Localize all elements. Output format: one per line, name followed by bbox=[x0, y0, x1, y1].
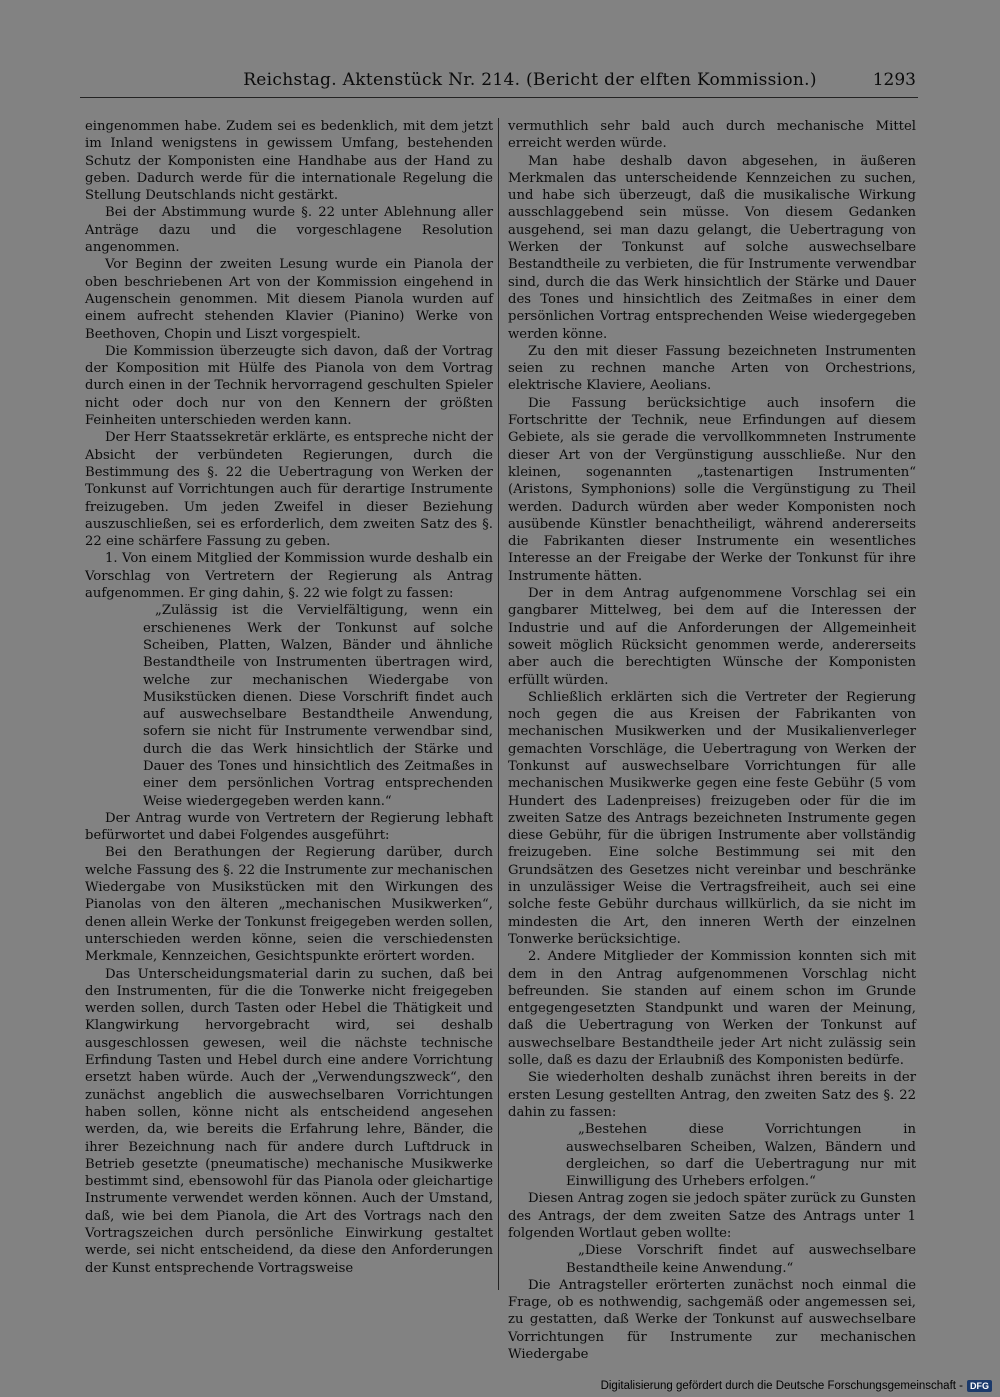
paragraph: Bei den Berathungen der Regierung darüber, durch welche Fassung des §. 22 die Instrumente zur mechanischen Wiedergabe von Musikstücken mit den Wirkungen des Pianolas von den älteren „mechanischen Musikwerken“, denen allein Werke der Tonkunst freigegeben werden sollen, unterschieden werden könne, seien die verschiedensten Merkmale, Kennzeichen, Gesichtspunkte erörtert worden. bbox=[85, 845, 493, 965]
column-divider bbox=[498, 118, 499, 1290]
footer bbox=[601, 1380, 992, 1392]
running-head: Reichstag. Aktenstück Nr. 214. (Bericht der elften Kommission.) bbox=[243, 70, 817, 90]
right-column bbox=[508, 118, 916, 1363]
paragraph: Die Fassung berücksichtige auch insofern die Fortschritte der Technik, neue Erfindungen auf diesem Gebiete, als sie gerade die vervollkommneten Instrumente dieser Art von der Vergünstigung ausschließe. Nur den kleinen, sogenannten „tastenartigen Instrumenten“ (Aristons, Symphonions) solle die Vergünstigung zu Theil werden. Dadurch würden aber weder Komponisten noch ausübende Künstler benachtheiligt, während andererseits die Fabrikanten dieser Instrumente ein wesentliches Interesse an der Freigabe der Werke der Tonkunst für ihre Instrumente hätten. bbox=[508, 395, 916, 584]
quoted-paragraph: „Diese Vorschrift findet auf auswechselbare Bestandtheile keine Anwendung.“ bbox=[566, 1243, 916, 1276]
paragraph: Zu den mit dieser Fassung bezeichneten Instrumenten seien zu rechnen manche Arten von Orchestrions, elektrische Klaviere, Aeolians. bbox=[508, 343, 916, 394]
page-number: 1293 bbox=[872, 70, 916, 90]
paragraph: Der Herr Staatssekretär erklärte, es entspreche nicht der Absicht der verbündeten Regierungen, durch die Bestimmung des §. 22 die Uebertragung von Werken der Tonkunst auf Vorrichtungen auch für derartige Instrumente freizugeben. Um jeden Zweifel in dieser Beziehung auszuschließen, sei es erforderlich, dem zweiten Satz des §. 22 eine schärfere Fassung zu geben. bbox=[85, 430, 493, 550]
paragraph: eingenommen habe. Zudem sei es bedenklich, mit dem jetzt im Inland wenigstens in gewissem Umfang, bestehenden Schutz der Komponisten eine Handhabe aus der Hand zu geben. Dadurch werde für die internationale Regelung die Stellung Deutschlands nicht gestärkt. bbox=[85, 119, 493, 204]
paragraph: Der Antrag wurde von Vertretern der Regierung lebhaft befürwortet und dabei Folgendes ausgeführt: bbox=[85, 810, 493, 844]
paragraph: Das Unterscheidungsmaterial darin zu suchen, daß bei den Instrumenten, für die die Tonwerke nicht freigegeben werden sollen, durch Tasten oder Hebel die Thätigkeit und Klangwirkung hervorgebracht wird, sei deshalb ausgeschlossen gewesen, weil die nächste technische Erfindung Tasten und Hebel durch eine andere Vorrichtung ersetzt haben würde. Auch der „Verwendungszweck“, den zunächst angeblich die auswechselbaren Vorrichtungen haben sollen, könne nicht als entscheidend angesehen werden, da, wie bereits die Erfahrung lehre, Bänder, die ihrer Bezeichnung nach für andere durch Luftdruck in Betrieb gesetzte (pneumatische) mechanische Musikwerke bestimmt sind, ebensowohl für das Pianola oder gleichartige Instrumente verwendet werden können. Auch der Umstand, daß, wie bei dem Pianola, die Art des Vortrags nach den Vortragszeichen durch persönliche Einwirkung gestaltet werde, sei nicht entscheidend, da diese den Anforderungen der Kunst entsprechende Vortragsweise bbox=[85, 966, 493, 1276]
paragraph: Schließlich erklärten sich die Vertreter der Regierung noch gegen die aus Kreisen der Fabrikanten von mechanischen Musikwerken und der Musikalienverleger gemachten Vorschläge, die Uebertragung von Werken der Tonkunst auf auswechselbare Vorrichtungen für alle mechanischen Musikwerke gegen eine feste Gebühr (5 vom Hundert des Ladenpreises) freizugeben oder für die im zweiten Satze des Antrags bezeichneten Instrumente gegen diese Gebühr, für die übrigen Instrumente aber vollständig freizugeben. Eine solche Bestimmung sei mit den Grundsätzen des Gesetzes nicht vereinbar und beschränke in unzulässiger Weise die Vertragsfreiheit, auch sei eine solche feste Gebühr durchaus willkürlich, da sie nicht im mindesten die Art, den inneren Werth der einzelnen Tonwerke berücksichtige. bbox=[508, 689, 916, 947]
paragraph: Der in dem Antrag aufgenommene Vorschlag sei ein gangbarer Mittelweg, bei dem auf die Interessen der Industrie und auf die Anforderungen der Allgemeinheit soweit möglich Rücksicht genommen werde, andererseits aber auch die berechtigten Wünsche der Komponisten erfüllt würden. bbox=[508, 586, 916, 688]
quoted-paragraph: „Zulässig ist die Vervielfältigung, wenn ein erschienenes Werk der Tonkunst auf solche Scheiben, Platten, Walzen, Bänder und ähnliche Bestandtheile von Instrumenten übertragen wird, welche zur mechanischen Wiedergabe von Musikstücken dienen. Diese Vorschrift findet auch auf auswechselbare Bestandtheile Anwendung, sofern sie nicht für Instrumente verwendbar sind, durch die das Werk hinsichtlich der Stärke und Dauer des Tones und hinsichtlich des Zeitmaßes in einer dem persönlichen Vortrag entsprechenden Weise wiedergegeben werden kann.“ bbox=[143, 603, 493, 809]
paragraph: Vor Beginn der zweiten Lesung wurde ein Pianola der oben beschriebenen Art von der Kommission eingehend in Augenschein genommen. Mit diesem Pianola wurden auf einem aufrecht stehenden Klavier (Pianino) Werke von Beethoven, Chopin und Liszt vorgespielt. bbox=[85, 257, 493, 342]
paragraph: Bei der Abstimmung wurde §. 22 unter Ablehnung aller Anträge dazu und die vorgeschlagene Resolution angenommen. bbox=[85, 205, 493, 256]
paragraph: Sie wiederholten deshalb zunächst ihren bereits in der ersten Lesung gestellten Antrag, den zweiten Satz des §. 22 dahin zu fassen: bbox=[508, 1070, 916, 1120]
left-column bbox=[85, 118, 493, 1277]
footer-credit: Digitalisierung gefördert durch die Deutsche Forschungsgemeinschaft - bbox=[600, 1380, 963, 1392]
dfg-logo: DFG bbox=[967, 1380, 992, 1392]
paragraph: vermuthlich sehr bald auch durch mechanische Mittel erreicht werden würde. bbox=[508, 119, 916, 152]
paragraph: 2. Andere Mitglieder der Kommission konnten sich mit dem in den Antrag aufgenommenen Vorschlag nicht befreunden. Sie standen auf einem schon im Grunde entgegengesetzten Standpunkt und waren der Meinung, daß die Uebertragung von Werken der Tonkunst auf auswechselbare Bestandtheile jeder Art nicht zulässig sein solle, daß es dazu der Erlaubniß des Komponisten bedürfe. bbox=[508, 949, 916, 1069]
quoted-paragraph: „Bestehen diese Vorrichtungen in auswechselbaren Scheiben, Walzen, Bändern und dergleichen, so darf die Uebertragung nur mit Einwilligung des Urhebers erfolgen.“ bbox=[566, 1122, 916, 1190]
paragraph: 1. Von einem Mitglied der Kommission wurde deshalb ein Vorschlag von Vertretern der Regierung als Antrag aufgenommen. Er ging dahin, §. 22 wie folgt zu fassen: bbox=[85, 551, 493, 602]
paragraph: Man habe deshalb davon abgesehen, in äußeren Merkmalen das unterscheidende Kennzeichen zu suchen, und habe sich überzeugt, daß die musikalische Wirkung ausschlaggebend sein müsse. Von diesem Gedanken ausgehend, sei man dazu gelangt, die Uebertragung von Werken der Tonkunst auf solche auswechselbare Bestandtheile zu verbieten, die für Instrumente verwendbar sind, durch die das Werk hinsichtlich der Stärke und Dauer des Tones und hinsichtlich des Zeitmaßes in einer dem persönlichen Vortrag entsprechenden Weise wiedergegeben werden könne. bbox=[508, 153, 916, 342]
paragraph: Diesen Antrag zogen sie jedoch später zurück zu Gunsten des Antrags, der dem zweiten Satze des Antrags unter 1 folgenden Wortlaut geben wollte: bbox=[508, 1191, 916, 1241]
paragraph: Die Antragsteller erörterten zunächst noch einmal die Frage, ob es nothwendig, sachgemäß oder angemessen sei, zu gestatten, daß Werke der Tonkunst auf auswechselbare Vorrichtungen für Instrumente zur mechanischen Wiedergabe bbox=[508, 1277, 916, 1363]
page-header bbox=[80, 70, 920, 98]
header-rule bbox=[80, 97, 918, 98]
paragraph: Die Kommission überzeugte sich davon, daß der Vortrag der Komposition mit Hülfe des Pianola von dem Vortrag durch einen in der Technik hervorragend geschulten Spieler nicht oder doch nur von den Kennern der größten Feinheiten unterschieden werden kann. bbox=[85, 343, 493, 429]
